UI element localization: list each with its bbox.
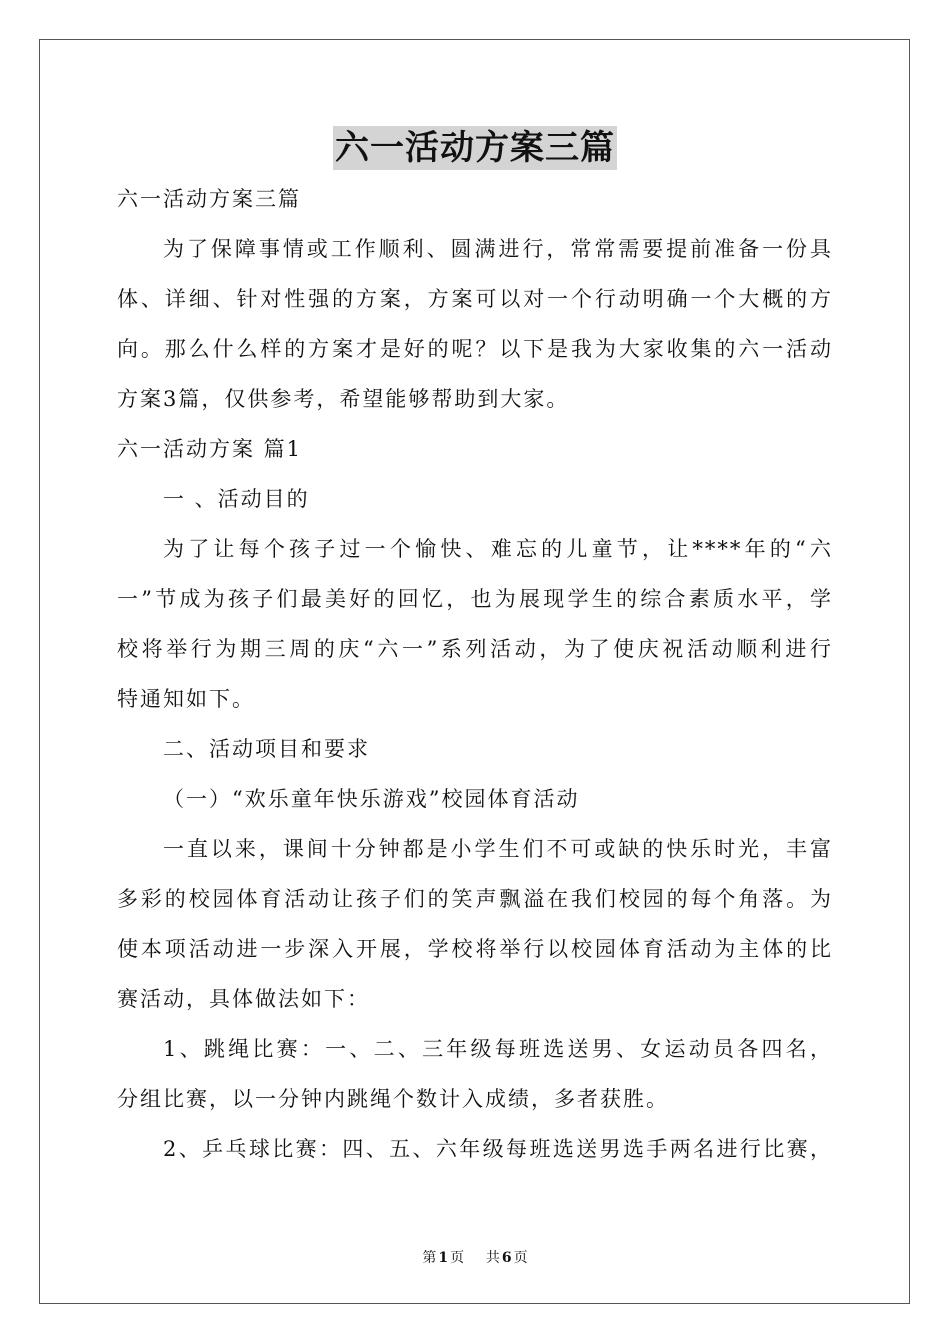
total-pages: 6: [501, 1250, 512, 1266]
text-line: 校将举行为期三周的庆“六一”系列活动，为了使庆祝活动顺利进行: [117, 637, 833, 661]
text-line: 多彩的校园体育活动让孩子们的笑声飘溢在我们校园的每个角落。为: [117, 887, 833, 911]
total-prefix: 共: [485, 1250, 500, 1266]
text-line: 赛活动，具体做法如下：: [117, 987, 370, 1011]
page-suffix: 页: [450, 1250, 465, 1266]
text-line: 向。那么什么样的方案才是好的呢？以下是我为大家收集的六一活动: [117, 337, 833, 361]
title-container: [0, 126, 950, 170]
text-line: 一 、活动目的: [163, 487, 310, 511]
text-line: 六一活动方案三篇: [117, 187, 301, 211]
text-line: 一直以来，课间十分钟都是小学生们不可或缺的快乐时光，丰富: [163, 837, 833, 861]
page-footer: [0, 1248, 950, 1268]
text-line: 二、活动项目和要求: [163, 737, 370, 761]
page-border: [39, 39, 910, 1304]
text-line: 一”节成为孩子们最美好的回忆，也为展现学生的综合素质水平，学: [117, 587, 833, 611]
text-line: 为了让每个孩子过一个愉快、难忘的儿童节，让****年的“六: [163, 537, 833, 561]
text-line: 特通知如下。: [117, 687, 255, 711]
text-line: 六一活动方案 篇1: [117, 437, 303, 461]
total-suffix: 页: [513, 1250, 528, 1266]
text-line: 使本项活动进一步深入开展，学校将举行以校园体育活动为主体的比: [117, 937, 833, 961]
document-title: 六一活动方案三篇: [335, 128, 615, 168]
text-line: 分组比赛，以一分钟内跳绳个数计入成绩，多者获胜。: [117, 1087, 669, 1111]
text-line: 2、乒乓球比赛：四、五、六年级每班选送男选手两名进行比赛，: [163, 1137, 833, 1161]
text-line: 为了保障事情或工作顺利、圆满进行，常常需要提前准备一份具: [163, 237, 833, 261]
page-number: 1: [438, 1250, 449, 1266]
text-line: （一）“欢乐童年快乐游戏”校园体育活动: [163, 787, 580, 811]
text-line: 体、详细、针对性强的方案，方案可以对一个行动明确一个大概的方: [117, 287, 833, 311]
text-line: 方案3篇，仅供参考，希望能够帮助到大家。: [117, 387, 570, 411]
text-line: 1、跳绳比赛：一、二、三年级每班选送男、女运动员各四名，: [163, 1037, 833, 1061]
page-prefix: 第: [422, 1250, 437, 1266]
